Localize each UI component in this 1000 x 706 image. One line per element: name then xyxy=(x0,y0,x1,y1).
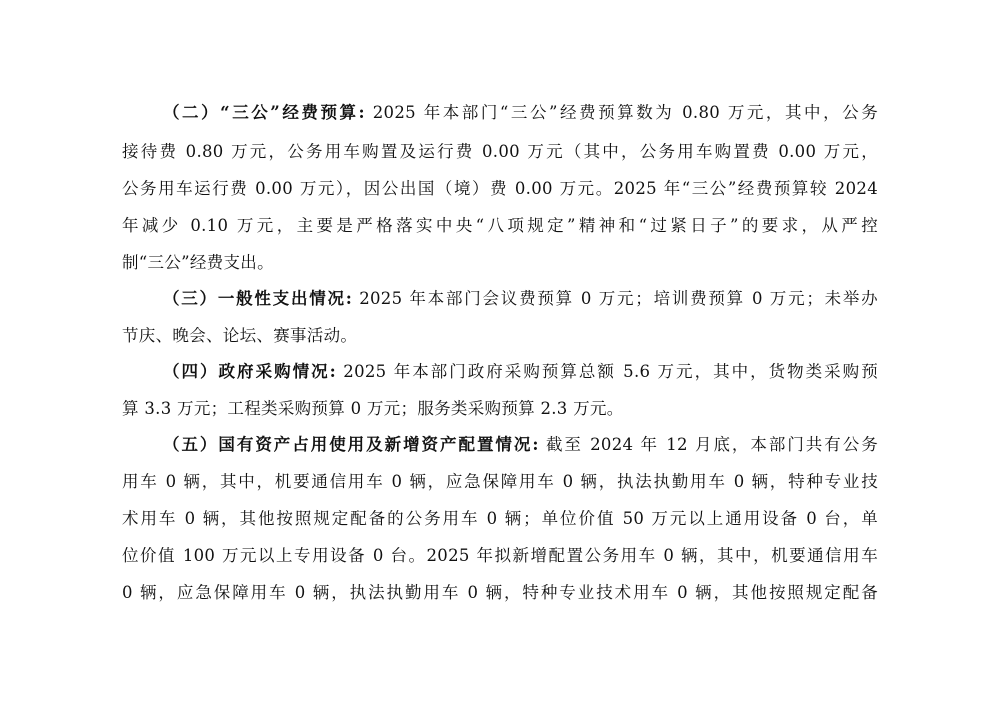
paragraph-4-text: 截至 2024 年 12 月底，本部门共有公务 xyxy=(538,435,879,454)
paragraph-1-line-5: 制“三公”经费支出。 xyxy=(122,253,274,272)
paragraph-1-line-3: 公务用车运行费 0.00 万元），因公出国（境）费 0.00 万元。2025 年“三公”经费预算较 2024 xyxy=(122,179,878,198)
paragraph-3-text: 2025 年本部门政府采购预算总额 5.6 万元，其中，货物类采购预 xyxy=(336,362,878,381)
paragraph-3-heading: （四）政府采购情况: xyxy=(163,362,337,381)
paragraph-4-line-4: 位价值 100 万元以上专用设备 0 台。2025 年拟新增配置公务用车 0 辆，其中，机要通信用车 xyxy=(122,546,878,565)
paragraph-2-line-2: 节庆、晚会、论坛、赛事活动。 xyxy=(122,326,358,345)
paragraph-1-heading: （二）“三公”经费预算: xyxy=(163,103,365,122)
paragraph-4-heading: （五）国有资产占用使用及新增资产配置情况: xyxy=(163,435,539,454)
paragraph-3-line-1 xyxy=(163,359,878,385)
paragraph-1-line-4: 年减少 0.10 万元，主要是严格落实中央“八项规定”精神和“过紧日子”的要求，从严控 xyxy=(122,216,878,235)
paragraph-1-text: 2025 年本部门“三公”经费预算数为 0.80 万元，其中，公务 xyxy=(364,103,878,122)
paragraph-4-line-1 xyxy=(163,432,878,458)
paragraph-4-line-5: 0 辆，应急保障用车 0 辆，执法执勤用车 0 辆，特种专业技术用车 0 辆，其他按照规定配备 xyxy=(122,583,878,602)
paragraph-2-line-1 xyxy=(163,286,878,312)
paragraph-2-text: 2025 年本部门会议费预算 0 万元；培训费预算 0 万元；未举办 xyxy=(352,289,878,308)
paragraph-2-heading: （三）一般性支出情况: xyxy=(163,289,353,308)
paragraph-3-line-2: 算 3.3 万元；工程类采购预算 0 万元；服务类采购预算 2.3 万元。 xyxy=(122,399,624,418)
paragraph-4-line-2: 用车 0 辆，其中，机要通信用车 0 辆，应急保障用车 0 辆，执法执勤用车 0 辆，特种专业技 xyxy=(122,472,878,491)
paragraph-1-line-1 xyxy=(163,100,878,126)
paragraph-1-line-2: 接待费 0.80 万元，公务用车购置及运行费 0.00 万元（其中，公务用车购置费 0.00 万元， xyxy=(122,142,878,161)
paragraph-4-line-3: 术用车 0 辆，其他按照规定配备的公务用车 0 辆；单位价值 50 万元以上通用设备 0 台，单 xyxy=(122,509,878,528)
